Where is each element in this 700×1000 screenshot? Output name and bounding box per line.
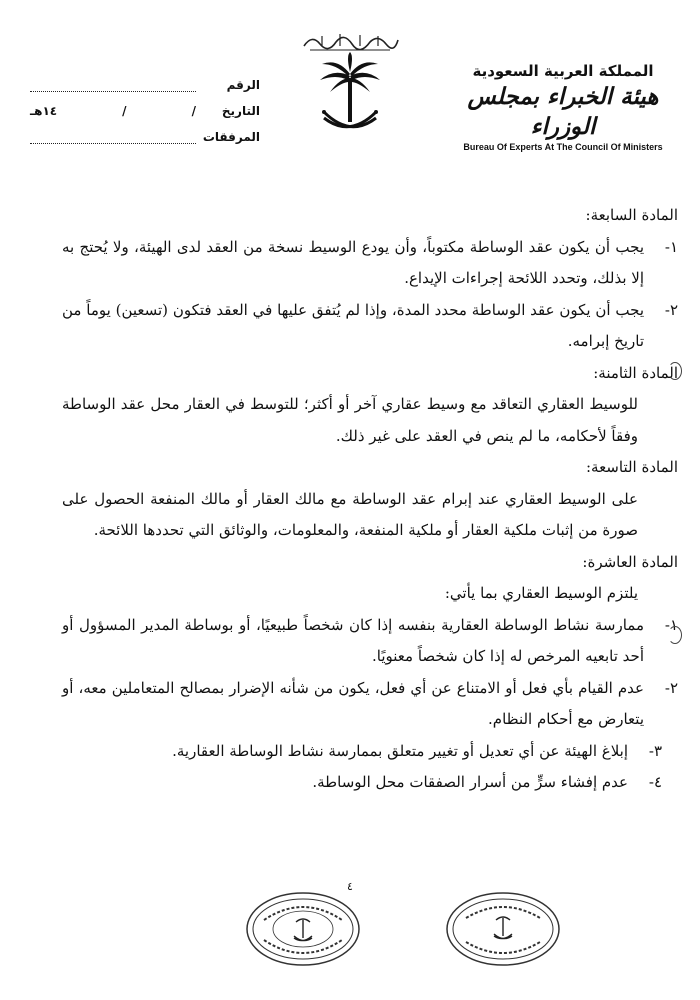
official-seal-icon (244, 890, 362, 968)
palm-and-swords-emblem (318, 52, 382, 142)
date-label: التاريخ (221, 104, 260, 118)
article-7-item-1 (62, 232, 678, 295)
article-8-title: المادة الثامنة: (593, 363, 678, 382)
article-10-item-1 (62, 610, 678, 673)
number-row (30, 66, 260, 92)
number-blank (30, 79, 196, 92)
item-number: ١- (664, 237, 678, 256)
document-body (62, 200, 678, 799)
number-label: الرقم (226, 78, 260, 92)
date-suffix: ١٤هـ (30, 104, 58, 118)
article-10-item-4 (62, 767, 678, 799)
margin-mark (668, 362, 682, 380)
attachments-label: المرفقات (202, 130, 260, 144)
attachments-row (30, 118, 260, 144)
item-text: يجب أن يكون عقد الوساطة مكتوباً، وأن يودع الوسيط نسخة من العقد لدى الهيئة، ولا يُحتج به إلا بذلك، وتحدد اللائحة إجراءات الإيداع. (62, 237, 644, 287)
article-9-title: المادة التاسعة: (585, 458, 678, 476)
date-row (30, 92, 260, 118)
item-number: ١- (664, 615, 678, 634)
article-10-title: المادة العاشرة: (582, 552, 678, 571)
bureau-name-arabic: هيئة الخبراء بمجلس الوزراء (467, 83, 659, 140)
article-8-text: للوسيط العقاري التعاقد مع وسيط عقاري آخر أو أكثر؛ للتوسط في العقار محل عقد الوساطة وفقاً لأحكامه، ما لم ينص في العقد على غير ذلك. (62, 395, 638, 445)
article-10-item-3 (62, 736, 678, 768)
article-7-title: المادة السابعة: (585, 206, 678, 224)
item-number: ٤- (648, 773, 662, 791)
reference-fields (30, 66, 260, 144)
item-text: يجب أن يكون عقد الوساطة محدد المدة، وإذا لم يُتفق عليها في العقد فتكون (تسعين) يوماً من تاريخ إبرامه. (62, 300, 644, 350)
page-number: ٤ (347, 880, 353, 893)
basmala-calligraphy (300, 28, 400, 54)
item-number: ٣- (648, 741, 662, 760)
date-sep-2: / (122, 104, 127, 118)
bureau-name-english: Bureau Of Experts At The Council Of Ministers (463, 142, 663, 152)
article-7-item-2 (62, 295, 678, 358)
organization-header (448, 62, 678, 152)
item-text: عدم إفشاء سرٍّ من أسرار الصفقات محل الوساطة. (312, 773, 628, 791)
date-blank (30, 104, 202, 118)
item-text: ممارسة نشاط الوساطة العقارية بنفسه إذا كان شخصاً طبيعيًا، أو بوساطة المدير المسؤول أو أحد تابعيه المرخص له إذا كان شخصاً معنويًا. (62, 615, 644, 665)
article-10-intro: يلتزم الوسيط العقاري بما يأتي: (444, 584, 638, 602)
article-10-item-2 (62, 673, 678, 736)
item-number: ٢- (664, 678, 678, 697)
official-seal-icon (444, 890, 562, 968)
date-sep-1: / (191, 104, 196, 118)
item-text: عدم القيام بأي فعل أو الامتناع عن أي فعل، يكون من شأنه الإضرار بمصالح المتعاملين معه، أو يتعارض مع أحكام النظام. (62, 678, 644, 728)
kingdom-name: المملكة العربية السعودية (472, 62, 654, 80)
article-9-text: على الوسيط العقاري عند إبرام عقد الوساطة مع مالك العقار أو مالك المنفعة الحصول على صورة من إثبات ملكية العقار أو ملكية المنفعة، والمعلومات، والوثائق التي تحددها اللائحة. (62, 489, 638, 539)
item-text: إبلاغ الهيئة عن أي تعديل أو تغيير متعلق بممارسة نشاط الوساطة العقارية. (172, 741, 628, 760)
attachments-blank (30, 131, 196, 144)
item-number: ٢- (664, 300, 678, 319)
margin-mark (668, 626, 682, 644)
